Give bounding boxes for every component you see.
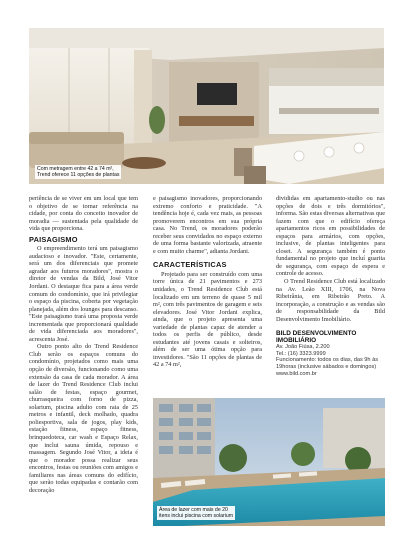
contact-company-name-line1: BILD DESENVOLVIMENTO	[276, 330, 357, 338]
col1-paragraph-2: O empreendimento terá um paisagismo audacioso e inovador. "Este, certamente, será um dos diferenciais que promete agradar aos futuros moradores", mostra o diretor de vendas da Bild, José Vitor Jordani. O destaque fica para a área verde comum do condomínio, que irá privilegiar o espaço da piscina, coberta por vegetação planejada, além dos lounges para descanso. "Este paisagismo trará uma proposta verde incrementada que proporcionará qualidade de vida diferenciada aos moradores", acrescenta José.	[29, 245, 138, 343]
contact-phone: Tel.: (16) 3323.9999	[276, 350, 326, 357]
living-room-photo	[29, 28, 384, 184]
section-heading-paisagismo: PAISAGISMO	[29, 234, 78, 244]
article-column-2	[153, 195, 262, 369]
contact-hours-line1: Funcionamento: todos os dias, das 9h às	[276, 357, 378, 364]
section-heading-caracteristicas: CARACTERÍSTICAS	[153, 260, 227, 270]
col2-paragraph-1: e paisagismo inovadores, proporcionando extremo conforto e praticidade. "A tendência hoje é, cada vez mais, as pessoas promoverem encontros em sua própria casa. No Trend, os moradores poderão receber seus convidados no espaço externo de uma forma bastante valorizada, atraente e com muito charme", adianta Jordani.	[153, 195, 262, 255]
article-column-1	[29, 195, 138, 494]
bottom-photo-caption-line1: Área de lazer com mais de 20	[159, 507, 228, 513]
article-column-3	[276, 195, 385, 377]
col3-paragraph-2: O Trend Residence Club está localizado na Av. Leão XIII, 1706, na Nova Ribeirânia, em Ribeirão Preto. A incorporação, a construção e as vendas são de responsabilidade da Bild Desenvolvimento Imobiliário.	[276, 278, 385, 323]
contact-hours-line2: 19horas (inclusive sábados e domingos)	[276, 364, 377, 371]
contact-box	[276, 330, 385, 377]
top-photo-caption	[35, 165, 121, 179]
living-room-illustration	[29, 28, 384, 184]
contact-website: www.bild.com.br	[276, 370, 317, 377]
top-photo-caption-line2: Trend oferece 11 opções de plantas	[37, 172, 120, 178]
col1-paragraph-3: Outro ponto alto do Trend Residence Club serão os espaços comuns do condomínio, projetados como mais uma opção de diversão, funcionando como uma extensão da casa de cada morador. A área de lazer do Trend Residence Club inclui salão de festas, espaço gourmet, churrasqueira com forno de pizza, solarium, piscina adulto com raia de 25 metros e infantil, deck molhado, quadra poliesportiva, sala de jogos, play kids, estação fitness, espaço fitness, brinquedoteca, car wash e Espaço Relax, que inclui sauna úmida, repouso e massagem. Segundo José Vitor, a ideia é que o morador possa realizar seus encontros, festas ou reuniões com amigos e familiares nas áreas comuns do edifício, que serão todas equipadas e contarão com decoração	[29, 343, 138, 494]
col1-paragraph-1: periência de se viver em um local que tem o objetivo de se tornar referência na cidade, por conta do conceito inovador de moradia — sustentada pela qualidade de vida que proporciona.	[29, 195, 138, 233]
pool-area-photo	[153, 398, 385, 526]
top-photo-caption-line1: Com metragem entre 42 a 74 m²,	[37, 166, 114, 172]
bottom-photo-caption	[157, 506, 235, 520]
contact-address: Av. João Fiúsa, 2.200	[276, 344, 330, 351]
contact-company-name-line2: IMOBILIÁRIO	[276, 337, 317, 345]
bottom-photo-caption-line2: itens inclui piscina com solarium	[159, 513, 234, 519]
col2-paragraph-2: Projetado para ser construído com uma torre única de 21 pavimentos e 273 unidades, o Trend Residence Club está localizado em um terreno de quase 5 mil m², com três pavimentos de garagem e seis elevadores. José Vitor Jordani explica, ainda, que o projeto apresenta uma variedade de plantas capaz de atender a todos os perfis de público, desde estudantes até jovens casais e solteiros, além de ser uma ótima opção para investidores. "São 11 opções de plantas de 42 a 74 m²,	[153, 270, 262, 369]
col3-paragraph-1: divididas em apartamento-studio ou nas opções de dois e três dormitórios", informa. São estas diversas alternativas que fazem com que o edifício ofereça apartamentos ricos em possibilidades de espaços para armários, com opções, inclusive, de plantas inteligentes para closet. A segurança também é ponto fundamental no projeto que incluí guarita de segurança, com espaço de espera e controle de acesso.	[276, 195, 385, 278]
